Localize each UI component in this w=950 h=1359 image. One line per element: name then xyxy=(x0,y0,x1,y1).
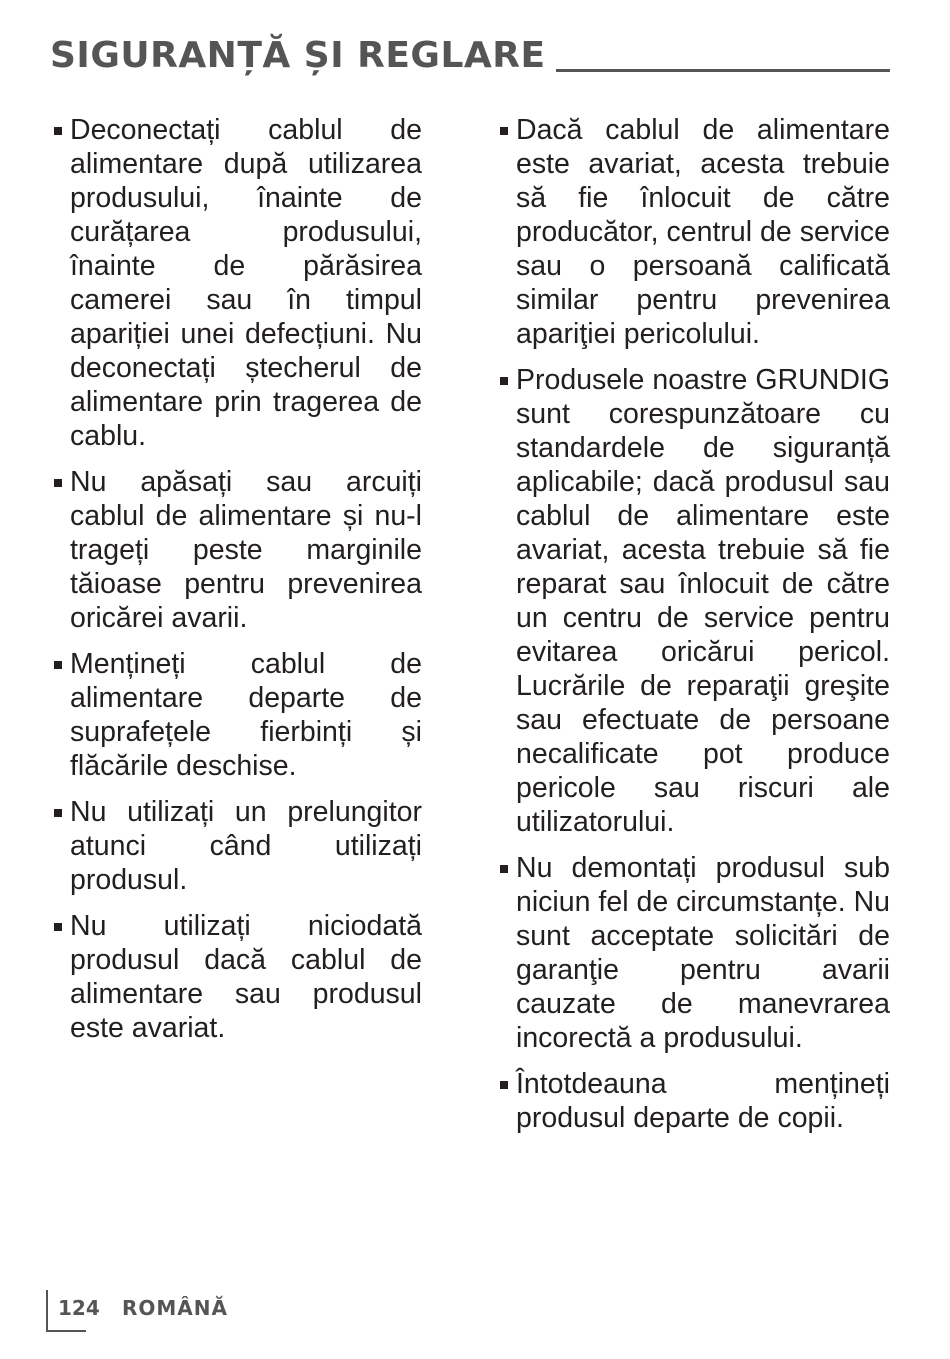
bullet-item xyxy=(496,1067,890,1135)
bullet-square-icon xyxy=(54,479,62,487)
bullet-square-icon xyxy=(500,377,508,385)
header-rule xyxy=(556,69,890,72)
bullet-square-icon xyxy=(54,661,62,669)
bullet-text: Nu utilizați niciodată produsul dacă cablul de alimentare sau produsul este avariat. xyxy=(70,910,422,1044)
bullet-square-icon xyxy=(54,127,62,135)
bullet-item xyxy=(50,465,422,635)
bullet-item xyxy=(496,851,890,1055)
bullet-text: Deconectați cablul de alimentare după utilizarea produsului, înainte de curățarea produsului, înainte de părăsirea camerei sau în timpul apariției unei defecțiuni. Nu deconectați ștecherul de alimentare prin tragerea de cablu. xyxy=(70,114,422,452)
bullet-square-icon xyxy=(500,127,508,135)
bullet-item xyxy=(50,647,422,783)
page-footer xyxy=(46,1290,306,1332)
bullet-text: Nu apăsați sau arcuiți cablul de alimentare și nu-l trageți peste marginile tăioase pentru prevenirea oricărei avarii. xyxy=(70,466,422,634)
left-column xyxy=(50,113,422,1057)
bullet-item xyxy=(50,795,422,897)
bullet-square-icon xyxy=(54,809,62,817)
page-number: 124 xyxy=(58,1296,100,1320)
section-title: SIGURANȚĂ ȘI REGLARE xyxy=(50,35,546,76)
page-header xyxy=(50,28,890,78)
right-column xyxy=(496,113,890,1147)
bullet-text: Produsele noastre GRUNDIG sunt corespunzătoare cu standardele de siguranță aplicabile; dacă produsul sau cablul de alimentare este avariat, acesta trebuie să fie reparat sau înlocuit de către un centru de service pentru evitarea oricărui pericol. Lucrările de reparaţii greşite sau efectuate de persoane necalificate pot produce pericole sau riscuri ale utilizatorului. xyxy=(516,364,890,838)
bullet-text: Întotdeauna mențineți produsul departe de copii. xyxy=(516,1068,890,1134)
footer-language: ROMÂNĂ xyxy=(122,1296,228,1320)
bullet-text: Mențineți cablul de alimentare departe de suprafețele fierbinți și flăcările deschise. xyxy=(70,648,422,782)
bullet-text: Nu utilizați un prelungitor atunci când utilizați produsul. xyxy=(70,796,422,896)
bullet-text: Nu demontați produsul sub niciun fel de circumstanțe. Nu sunt acceptate solicitări de garanţie pentru avarii cauzate de manevrarea incorectă a produsului. xyxy=(516,852,890,1054)
bullet-item xyxy=(50,113,422,453)
bullet-square-icon xyxy=(500,865,508,873)
bullet-text: Dacă cablul de alimentare este avariat, acesta trebuie să fie înlocuit de către producător, centrul de service sau o persoană calificată similar pentru prevenirea apariţiei pericolului. xyxy=(516,114,890,350)
bullet-item xyxy=(496,363,890,839)
bullet-square-icon xyxy=(54,923,62,931)
bullet-item xyxy=(50,909,422,1045)
bullet-item xyxy=(496,113,890,351)
bullet-square-icon xyxy=(500,1081,508,1089)
